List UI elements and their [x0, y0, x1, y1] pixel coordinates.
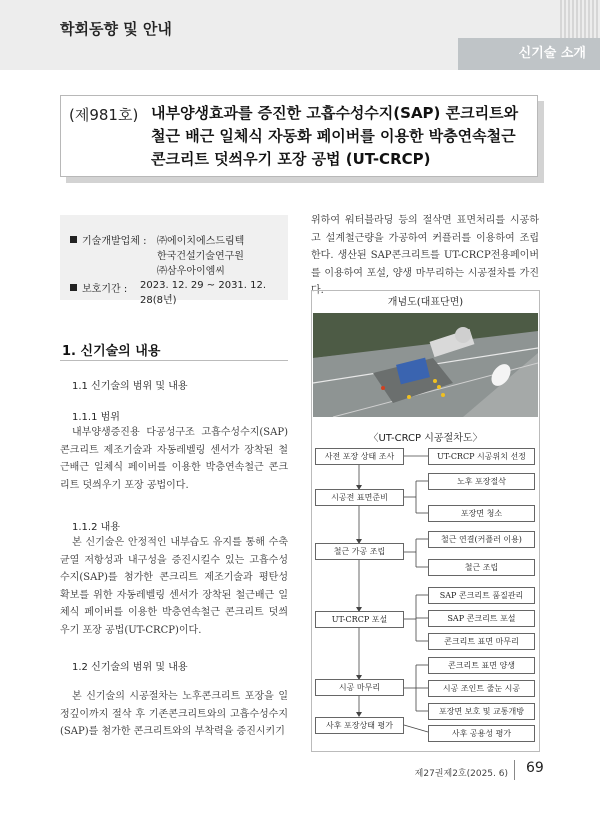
title-frame [60, 95, 538, 177]
title-box [60, 95, 538, 177]
flow-detail-12: 사후 공용성 평가 [428, 725, 535, 742]
flow-step-rebar: 철근 가공 조립 [315, 543, 404, 560]
heading-divider [60, 360, 288, 361]
header-stripe [560, 0, 600, 38]
figure-title: 개념도(대표단면) [387, 297, 464, 308]
dev-company-2: 한국건설기술연구원 [157, 251, 244, 262]
dev-company-1: ㈜에이치에스드림텍 [157, 236, 245, 247]
paragraph-content: 본 신기술은 안정적인 내부습도 유지를 통해 수축균열 저항성과 내구성을 증진시킬수 있는 고흡수성수지(SAP)를 첨가한 콘크리트 제조기술과 평탄성 확보를 위한 자동레벨링 센서가 장착된 철근배근 일체식 페이버를 이용한 박층연속철근 콘크리트 덧씌우기 포장 공법(UT-CRCP)이다. [60, 537, 288, 636]
bullet-square-icon [70, 236, 77, 243]
flow-detail-4: 철근 연결(커플러 이용) [428, 531, 535, 548]
bullet-square-icon [70, 284, 77, 291]
flow-detail-7: SAP 콘크리트 포설 [428, 610, 535, 627]
flow-detail-3: 포장면 청소 [428, 505, 535, 522]
footer-divider [514, 760, 515, 780]
figure-caption: 〈UT-CRCP 시공절차도〉 [368, 433, 483, 444]
heading-1: 1. 신기술의 내용 [62, 344, 161, 359]
flow-detail-8: 콘크리트 표면 마무리 [428, 633, 535, 650]
page-number: 69 [526, 760, 544, 776]
info-box [60, 215, 288, 306]
flow-step-surface-prep: 시공전 표면준비 [315, 489, 404, 506]
figure-box [311, 290, 540, 752]
flow-step-finishing: 시공 마무리 [315, 679, 404, 696]
period-value: 2023. 12. 29 ~ 2031. 12. 28(8년) [140, 280, 267, 306]
flow-detail-10: 시공 조인트 줄눈 시공 [428, 680, 535, 697]
paragraph-procedure: 본 신기술의 시공절차는 노후콘크리트 포장을 일정깊이까지 절삭 후 기존콘크리트와의 고흡수성수지(SAP)를 첨가한 콘크리트와의 부착력을 증진시키기 [60, 691, 288, 737]
tech-number: (제981호) [69, 106, 139, 124]
heading-1-1: 1.1 신기술의 범위 및 내용 [72, 381, 188, 392]
flow-step-evaluation: 사후 포장상태 평가 [315, 717, 404, 734]
flow-step-survey: 사전 포장 상태 조사 [315, 448, 404, 465]
dev-company-3: ㈜삼우아이엠씨 [157, 266, 225, 277]
flow-detail-1: UT-CRCP 시공위치 선정 [428, 448, 535, 465]
flow-detail-6: SAP 콘크리트 품질관리 [428, 587, 535, 604]
heading-1-1-1: 1.1.1 범위 [72, 412, 120, 423]
flow-detail-9: 콘크리트 표면 양생 [428, 657, 535, 674]
flow-detail-11: 포장면 보호 및 교통개방 [428, 703, 535, 720]
dev-label: 기술개발업체 : [70, 232, 147, 247]
flow-detail-5: 철근 조립 [428, 559, 535, 576]
heading-1-2: 1.2 신기술의 범위 및 내용 [72, 662, 188, 673]
paragraph-scope: 내부양생증진용 다공성구조 고흡수성수지(SAP) 콘크리트 제조기술과 자동레벨링 센서가 장착된 철근배근 일체식 페이버를 이용한 박층연속철근 콘크리트 덧씌우기 포장 공법이다. [60, 427, 288, 491]
tech-title: 내부양생효과를 증진한 고흡수성수지(SAP) 콘크리트와 철근 배근 일체식 자동화 페이버를 이용한 박층연속철근 콘크리트 덧씌우기 포장 공법 (UT-CRCP) [151, 104, 519, 168]
period-label: 보호기간 : [70, 280, 127, 295]
section-tag: 신기술 소개 [458, 38, 600, 70]
flow-detail-2: 노후 포장절삭 [428, 473, 535, 490]
section-title: 학회동향 및 안내 [60, 20, 172, 38]
heading-1-1-2: 1.1.2 내용 [72, 522, 120, 533]
paragraph-procedure-cont: 위하여 워터블라딩 등의 절삭면 표면처리를 시공하고 설계철근량을 가공하여 커플러를 이용하여 조립한다. 생산된 SAP콘크리트를 UT-CRCP전용페이버를 이용하여 포설, 양생 마무리하는 시공절차를 가진다. [311, 215, 539, 296]
flow-step-paving: UT-CRCP 포설 [315, 611, 404, 628]
issue-info: 제27권제2호(2025. 6) [414, 769, 508, 779]
